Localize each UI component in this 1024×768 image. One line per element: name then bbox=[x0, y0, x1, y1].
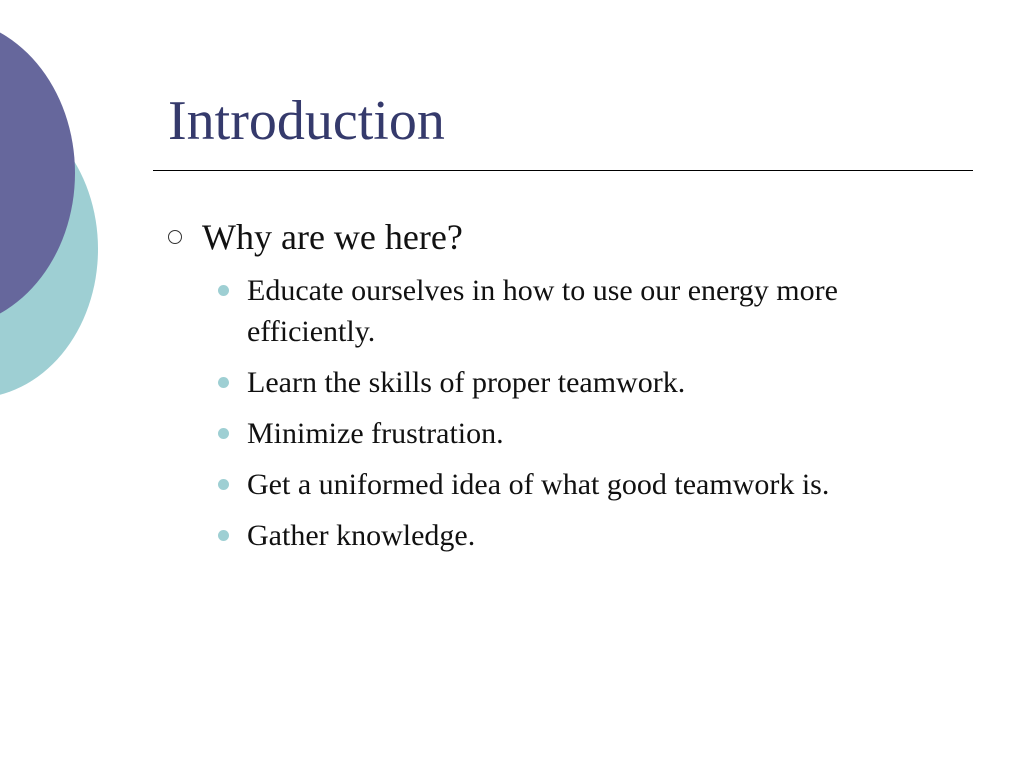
sub-bullet-text: Gather knowledge. bbox=[247, 519, 476, 552]
sub-bullet-item bbox=[218, 515, 958, 556]
sub-bullet-text: Educate ourselves in how to use our energy more efficiently. bbox=[247, 274, 838, 348]
dot-bullet-icon bbox=[218, 377, 229, 388]
dot-bullet-icon bbox=[218, 285, 229, 296]
dot-bullet-icon bbox=[218, 479, 229, 490]
dot-bullet-icon bbox=[218, 428, 229, 439]
sub-bullet-text: Minimize frustration. bbox=[247, 417, 504, 450]
main-bullet-text: Why are we here? bbox=[202, 217, 463, 257]
dot-bullet-icon bbox=[218, 530, 229, 541]
sub-bullet-item bbox=[218, 413, 958, 454]
sub-bullet-item bbox=[218, 362, 958, 403]
sub-bullet-list bbox=[218, 270, 958, 566]
sub-bullet-item bbox=[218, 270, 958, 352]
title-divider bbox=[153, 170, 973, 171]
sub-bullet-text: Learn the skills of proper teamwork. bbox=[247, 366, 686, 399]
sub-bullet-item bbox=[218, 464, 958, 505]
ring-bullet-icon bbox=[168, 230, 182, 244]
slide-title: Introduction bbox=[168, 90, 445, 152]
sub-bullet-text: Get a uniformed idea of what good teamwork is. bbox=[247, 468, 830, 501]
main-bullet bbox=[168, 214, 968, 260]
